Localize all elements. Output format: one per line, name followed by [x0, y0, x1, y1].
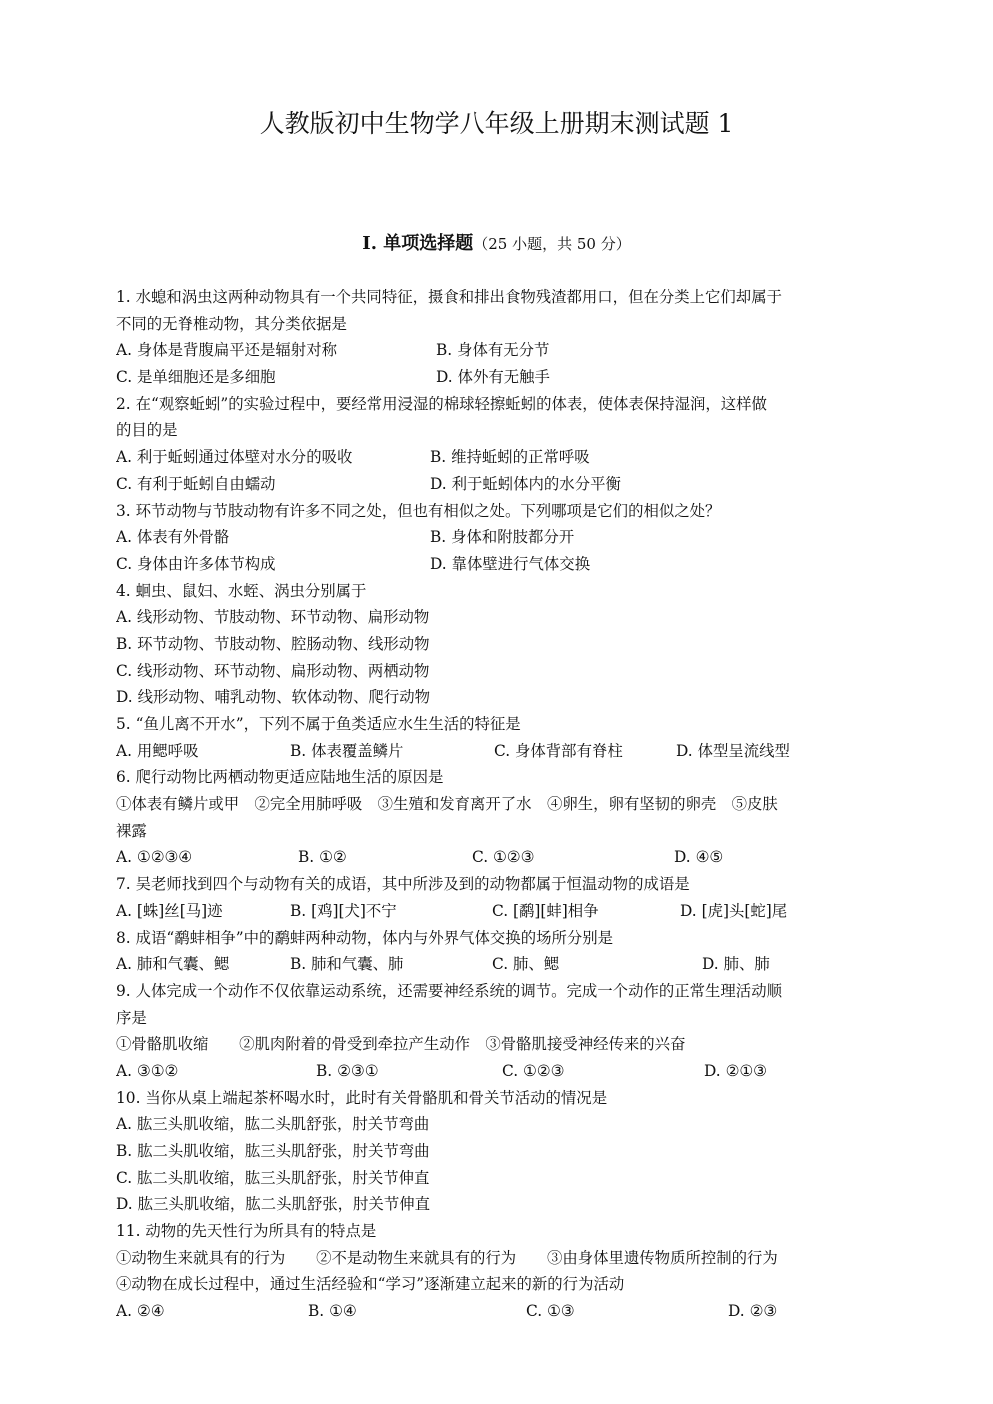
question-stem-line: 不同的无脊椎动物，其分类依据是	[116, 314, 347, 333]
option-a-text: A. 肺和气囊、鳃	[116, 955, 230, 974]
option-row	[116, 738, 880, 765]
question-stem: 1. 水螅和涡虫这两种动物具有一个共同特征，摄食和排出食物残渣都用口，但在分类上它们却属于	[116, 288, 782, 306]
question-2	[116, 391, 880, 498]
option-row	[116, 1298, 880, 1325]
option-b-text: D. 利于蚯蚓体内的水分平衡	[430, 474, 621, 493]
option-a-text: A. ①②③④	[116, 848, 193, 867]
question-stem-line: ④动物在成长过程中，通过生活经验和“学习”逐渐建立起来的新的行为活动	[116, 1275, 625, 1294]
option-row	[116, 631, 880, 658]
option-row	[116, 1191, 880, 1218]
option-a-text: A. 线形动物、节肢动物、环节动物、扁形动物	[116, 608, 430, 627]
option-c-text: C. [鹬][蚌]相争	[492, 901, 599, 920]
section-heading-note: （25 小题，共 50 分）	[473, 235, 631, 253]
option-a-text: A. 体表有外骨骼	[116, 528, 230, 547]
option-b-text: B. ①④	[308, 1302, 357, 1321]
option-c-text: C. 肺、鳃	[492, 955, 560, 974]
option-b-text: B. 维持蚯蚓的正常呼吸	[430, 448, 590, 467]
option-d-text: D. ④⑤	[674, 848, 724, 867]
option-row	[116, 1058, 880, 1085]
question-5	[116, 711, 880, 764]
section-heading-label: I. 单项选择题	[362, 233, 474, 254]
option-a-text: A. [蛛]丝[马]迹	[116, 901, 223, 920]
question-stem: 11. 动物的先天性行为所具有的特点是	[116, 1222, 377, 1241]
question-stem: 6. 爬行动物比两栖动物更适应陆地生活的原因是	[116, 768, 444, 787]
option-d-text: D. ②①③	[704, 1061, 767, 1080]
question-9	[116, 978, 880, 1085]
option-row	[116, 604, 880, 631]
question-1	[116, 284, 880, 391]
option-row	[116, 951, 880, 978]
option-row	[116, 1111, 880, 1138]
question-stem: 4. 蛔虫、鼠妇、水蛭、涡虫分别属于	[116, 581, 367, 600]
document-title: 人教版初中生物学八年级上册期末测试题 1	[259, 109, 734, 138]
option-a-text: B. 环节动物、节肢动物、腔肠动物、线形动物	[116, 634, 430, 653]
option-b-text: B. ②③①	[316, 1061, 379, 1080]
question-stem-line: ①动物生来就具有的行为 ②不是动物生来就具有的行为 ③由身体里遗传物质所控制的行为	[116, 1248, 778, 1267]
option-a-text: C. 线形动物、环节动物、扁形动物、两栖动物	[116, 661, 430, 680]
question-11	[116, 1218, 880, 1325]
section-heading	[0, 230, 993, 258]
option-row	[116, 337, 880, 364]
question-stem: 5. “鱼儿离不开水”，下列不属于鱼类适应水生生活的特征是	[116, 715, 521, 733]
question-stem-line: ①骨骼肌收缩 ②肌肉附着的骨受到牵拉产生动作 ③骨骼肌接受神经传来的兴奋	[116, 1035, 686, 1054]
option-row	[116, 364, 880, 391]
option-b-text: D. 靠体壁进行气体交换	[430, 554, 591, 573]
option-b-text: B. 身体有无分节	[436, 341, 550, 360]
option-d-text: D. 肺、肺	[702, 955, 770, 974]
option-row	[116, 551, 880, 578]
option-d-text: D. 体型呈流线型	[676, 741, 790, 760]
question-6	[116, 764, 880, 871]
option-row	[116, 1165, 880, 1192]
option-a-text: A. 利于蚯蚓通过体壁对水分的吸收	[116, 448, 353, 467]
option-row	[116, 471, 880, 498]
option-b-text: B. 体表覆盖鳞片	[290, 741, 404, 760]
option-a-text: D. 肱三头肌收缩，肱二头肌舒张，肘关节伸直	[116, 1195, 430, 1214]
option-row	[116, 524, 880, 551]
question-stem-line: ①体表有鳞片或甲 ②完全用肺呼吸 ③生殖和发育离开了水 ④卵生，卵有坚韧的卵壳 ⑤皮肤	[116, 795, 778, 814]
option-row	[116, 444, 880, 471]
question-8	[116, 925, 880, 978]
question-stem: 10. 当你从桌上端起茶杯喝水时，此时有关骨骼肌和骨关节活动的情况是	[116, 1088, 608, 1107]
option-b-text: B. ①②	[298, 848, 347, 867]
option-b-text: D. 体外有无触手	[436, 368, 550, 387]
question-stem: 9. 人体完成一个动作不仅依靠运动系统，还需要神经系统的调节。完成一个动作的正常生理活动顺	[116, 981, 782, 1000]
question-stem-line: 序是	[116, 1008, 147, 1027]
option-row	[116, 684, 880, 711]
question-stem: 3. 环节动物与节肢动物有许多不同之处，但也有相似之处。下列哪项是它们的相似之处？	[116, 501, 721, 520]
option-a-text: C. 有利于蚯蚓自由蠕动	[116, 474, 276, 493]
option-a-text: A. 用鳃呼吸	[116, 741, 199, 760]
question-stem: 2. 在“观察蚯蚓”的实验过程中，要经常用浸湿的棉球轻擦蚯蚓的体表，使体表保持湿润，这样做	[116, 394, 767, 413]
option-b-text: B. 肺和气囊、肺	[290, 955, 404, 974]
option-row	[116, 658, 880, 685]
option-c-text: C. 身体背部有脊柱	[494, 741, 623, 760]
option-d-text: D. [虎]头[蛇]尾	[680, 901, 788, 920]
option-a-text: C. 身体由许多体节构成	[116, 554, 276, 573]
option-a-text: A. ③①②	[116, 1061, 179, 1080]
option-d-text: D. ②③	[728, 1302, 778, 1321]
question-stem: 7. 吴老师找到四个与动物有关的成语，其中所涉及到的动物都属于恒温动物的成语是	[116, 875, 690, 894]
option-a-text: D. 线形动物、哺乳动物、软体动物、爬行动物	[116, 688, 430, 707]
option-a-text: A. 肱三头肌收缩，肱二头肌舒张，肘关节弯曲	[116, 1115, 430, 1134]
question-list	[116, 284, 880, 1325]
question-stem-line: 裸露	[116, 821, 147, 840]
option-b-text: B. [鸡][犬]不宁	[290, 901, 397, 920]
option-c-text: C. ①③	[526, 1302, 575, 1321]
question-7	[116, 871, 880, 924]
option-a-text: C. 肱二头肌收缩，肱三头肌舒张，肘关节伸直	[116, 1168, 430, 1187]
option-row	[116, 898, 880, 925]
option-b-text: B. 身体和附肢都分开	[430, 528, 575, 547]
option-c-text: C. ①②③	[502, 1061, 565, 1080]
option-a-text: B. 肱二头肌收缩，肱三头肌舒张，肘关节弯曲	[116, 1142, 430, 1160]
question-3	[116, 498, 880, 578]
option-c-text: C. ①②③	[472, 848, 535, 867]
question-stem-line: 的目的是	[116, 421, 178, 440]
question-10	[116, 1085, 880, 1218]
option-a-text: A. 身体是背腹扁平还是辐射对称	[116, 341, 337, 360]
option-row	[116, 844, 880, 871]
option-a-text: C. 是单细胞还是多细胞	[116, 368, 276, 387]
option-a-text: A. ②④	[116, 1302, 165, 1321]
question-4	[116, 578, 880, 711]
option-row	[116, 1138, 880, 1165]
question-stem: 8. 成语“鹬蚌相争”中的鹬蚌两种动物，体内与外界气体交换的场所分别是	[116, 928, 614, 947]
